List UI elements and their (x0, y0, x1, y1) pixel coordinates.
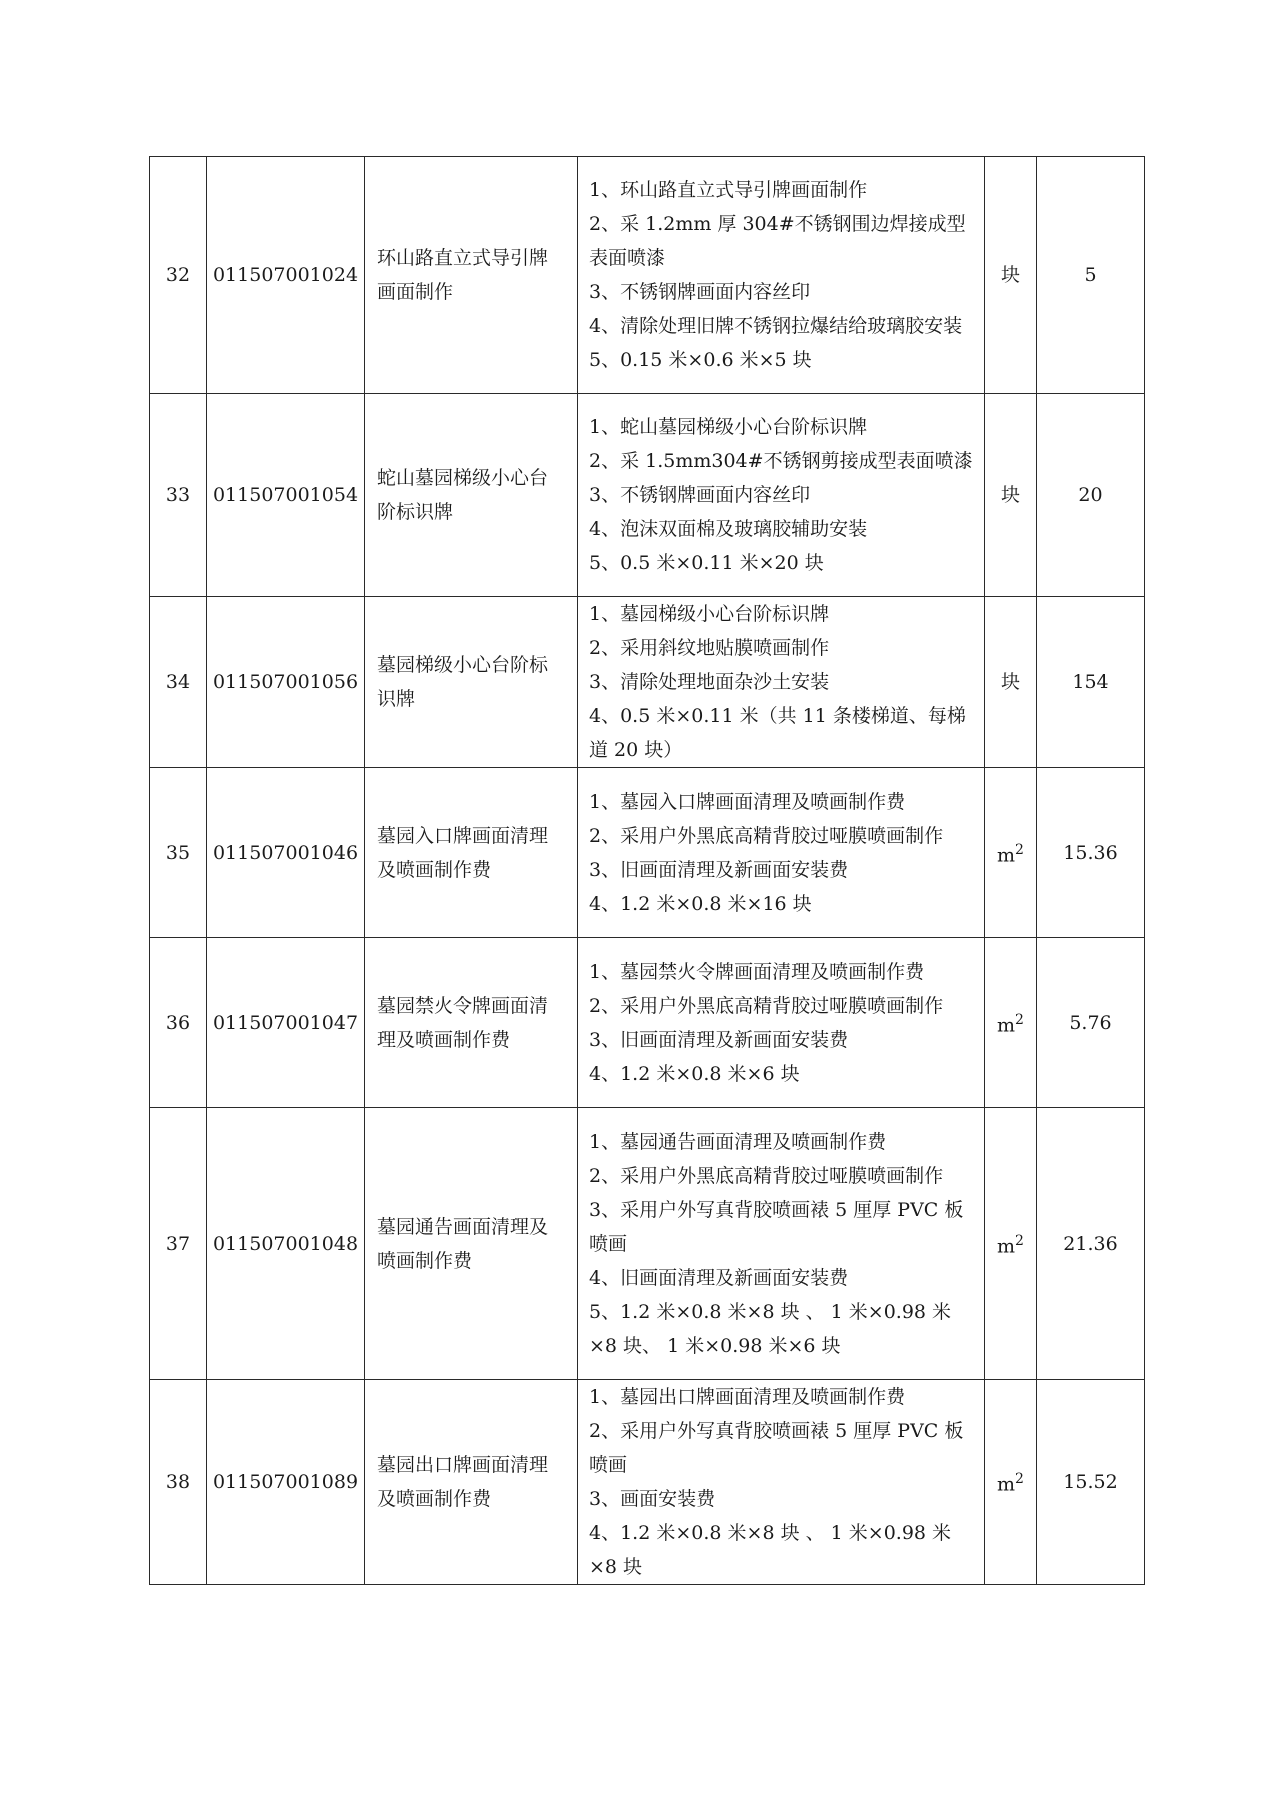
row-number: 33 (150, 394, 207, 597)
quantity: 154 (1037, 597, 1145, 768)
description-line: 5、0.15 米×0.6 米×5 块 (589, 349, 812, 371)
table-row (150, 1380, 1145, 1585)
description-line: 3、旧画面清理及新画面安装费 (589, 858, 849, 881)
description-line: 3、清除处理地面杂沙土安装 (589, 671, 830, 693)
unit-base: m (997, 1014, 1016, 1037)
unit-exponent: 2 (1015, 1471, 1024, 1488)
description-line: 3、不锈钢牌画面内容丝印 (589, 484, 811, 506)
unit-base: m (997, 1473, 1016, 1496)
item-description (578, 768, 985, 938)
description-line: 5、1.2 米×0.8 米×8 块 、 1 米×0.98 米×8 块、 1 米×0.98 米×6 块 (589, 1300, 952, 1357)
description-line: 3、采用户外写真背胶喷画裱 5 厘厚 PVC 板喷画 (589, 1198, 964, 1255)
item-description (578, 1380, 985, 1585)
table-row (150, 157, 1145, 394)
description-line: 4、旧画面清理及新画面安装费 (589, 1266, 849, 1289)
row-number: 34 (150, 597, 207, 768)
row-number: 38 (150, 1380, 207, 1585)
description-line: 1、环山路直立式导引牌画面制作 (589, 179, 868, 201)
unit: 块 (985, 157, 1037, 394)
description-line: 4、清除处理旧牌不锈钢拉爆结给玻璃胶安装 (589, 315, 963, 337)
description-line: 1、墓园出口牌画面清理及喷画制作费 (589, 1386, 906, 1408)
item-name: 墓园梯级小心台阶标识牌 (365, 597, 578, 768)
unit (985, 1108, 1037, 1380)
item-name: 墓园出口牌画面清理及喷画制作费 (365, 1380, 578, 1585)
unit-exponent: 2 (1015, 1232, 1024, 1249)
description-line: 2、采用户外写真背胶喷画裱 5 厘厚 PVC 板喷画 (589, 1420, 964, 1476)
description-line: 4、1.2 米×0.8 米×6 块 (589, 1062, 800, 1085)
item-name: 墓园通告画面清理及喷画制作费 (365, 1108, 578, 1380)
item-name: 墓园禁火令牌画面清理及喷画制作费 (365, 938, 578, 1108)
item-code: 011507001024 (207, 157, 365, 394)
item-name: 墓园入口牌画面清理及喷画制作费 (365, 768, 578, 938)
unit (985, 1380, 1037, 1585)
table-row (150, 597, 1145, 768)
item-code: 011507001047 (207, 938, 365, 1108)
description-line: 1、墓园梯级小心台阶标识牌 (589, 603, 830, 625)
description-line: 4、泡沫双面棉及玻璃胶辅助安装 (589, 518, 868, 540)
item-code: 011507001048 (207, 1108, 365, 1380)
description-line: 4、0.5 米×0.11 米（共 11 条楼梯道、每梯道 20 块） (589, 705, 966, 761)
quantity: 5 (1037, 157, 1145, 394)
quantity: 5.76 (1037, 938, 1145, 1108)
unit-base: m (997, 1235, 1016, 1258)
item-description (578, 157, 985, 394)
description-line: 1、墓园通告画面清理及喷画制作费 (589, 1130, 887, 1153)
row-number: 37 (150, 1108, 207, 1380)
table-row (150, 1108, 1145, 1380)
description-line: 3、旧画面清理及新画面安装费 (589, 1028, 849, 1051)
description-line: 2、采用户外黑底高精背胶过哑膜喷画制作 (589, 824, 944, 847)
quantity: 15.36 (1037, 768, 1145, 938)
item-code: 011507001056 (207, 597, 365, 768)
description-line: 1、墓园禁火令牌画面清理及喷画制作费 (589, 960, 925, 983)
unit: 块 (985, 394, 1037, 597)
description-line: 2、采用斜纹地贴膜喷画制作 (589, 637, 830, 659)
unit-exponent: 2 (1015, 1011, 1024, 1028)
quantity: 20 (1037, 394, 1145, 597)
unit (985, 768, 1037, 938)
description-line: 4、1.2 米×0.8 米×16 块 (589, 892, 812, 915)
description-line: 2、采 1.5mm304#不锈钢剪接成型表面喷漆 (589, 450, 973, 472)
description-line: 2、采用户外黑底高精背胶过哑膜喷画制作 (589, 994, 944, 1017)
unit-exponent: 2 (1015, 841, 1024, 858)
row-number: 32 (150, 157, 207, 394)
description-line: 1、墓园入口牌画面清理及喷画制作费 (589, 790, 906, 813)
item-code: 011507001089 (207, 1380, 365, 1585)
description-line: 1、蛇山墓园梯级小心台阶标识牌 (589, 416, 868, 438)
table-row (150, 394, 1145, 597)
description-line: 3、不锈钢牌画面内容丝印 (589, 281, 811, 303)
item-description (578, 1108, 985, 1380)
item-description (578, 597, 985, 768)
description-line: 5、0.5 米×0.11 米×20 块 (589, 552, 824, 574)
unit (985, 938, 1037, 1108)
item-code: 011507001046 (207, 768, 365, 938)
row-number: 36 (150, 938, 207, 1108)
quantity: 15.52 (1037, 1380, 1145, 1585)
item-description (578, 938, 985, 1108)
description-line: 4、1.2 米×0.8 米×8 块 、 1 米×0.98 米×8 块 (589, 1522, 952, 1578)
item-name: 环山路直立式导引牌画面制作 (365, 157, 578, 394)
unit: 块 (985, 597, 1037, 768)
row-number: 35 (150, 768, 207, 938)
description-line: 2、采 1.2mm 厚 304#不锈钢围边焊接成型表面喷漆 (589, 213, 966, 269)
table-row (150, 768, 1145, 938)
bill-of-quantities-table (149, 156, 1145, 1585)
description-line: 3、画面安装费 (589, 1488, 716, 1510)
item-code: 011507001054 (207, 394, 365, 597)
unit-base: m (997, 844, 1016, 867)
description-line: 2、采用户外黑底高精背胶过哑膜喷画制作 (589, 1164, 944, 1187)
quantity: 21.36 (1037, 1108, 1145, 1380)
item-name: 蛇山墓园梯级小心台阶标识牌 (365, 394, 578, 597)
table-row (150, 938, 1145, 1108)
item-description (578, 394, 985, 597)
